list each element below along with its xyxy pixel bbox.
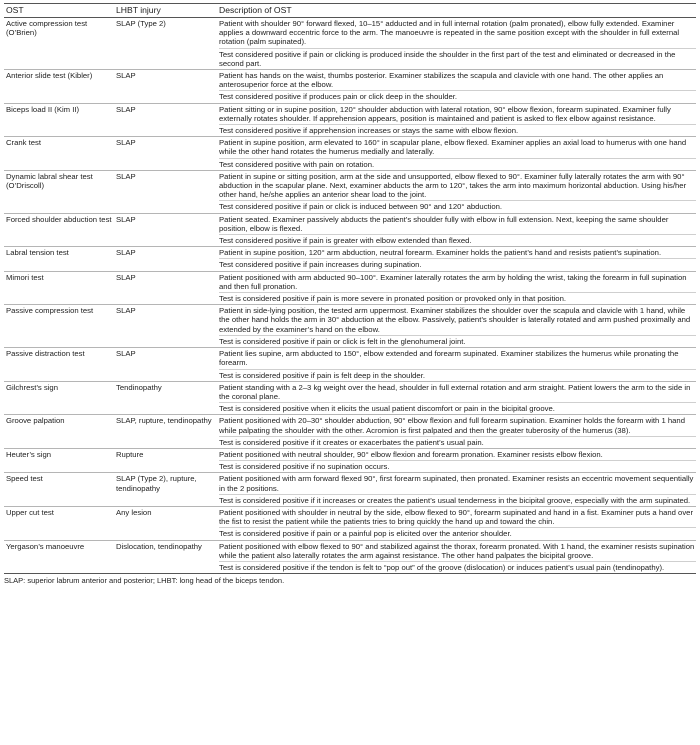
ost-description <box>219 137 696 170</box>
footnote: SLAP: superior labrum anterior and posterior; LHBT: long head of the biceps tendon. <box>4 576 285 586</box>
ost-description <box>219 171 696 213</box>
ost-description <box>219 247 696 270</box>
ost-description <box>219 541 696 574</box>
ost-name: Active compression test (O’Brien) <box>6 19 88 38</box>
ost-description <box>219 449 696 472</box>
procedure-text: Patient lies supine, arm abducted to 150°, elbow extended and forearm supinated. Examiner stabilizes the humerus while pronating the forearm. <box>219 349 679 368</box>
procedure-text: Patient in side-lying position, the tested arm uppermost. Examiner stabilizes the shoulder over the scapula and clavicle with 1 hand, while the other hand holds the arm in 30° abduction at the elbow. Passively, patient’s shoulder is laterally rotated and arm pushed proximally and extended by the examiner’s hand on the elbow. <box>219 306 691 334</box>
ost-name: Passive distraction test <box>6 349 85 359</box>
ost-name: Passive compression test <box>6 306 94 316</box>
ost-description <box>219 507 696 540</box>
ost-description <box>219 305 696 347</box>
positive-criterion-text: Test is considered positive if no supination occurs. <box>219 460 696 472</box>
lhbt-injury: SLAP <box>116 71 136 81</box>
lhbt-injury: SLAP <box>116 214 136 224</box>
table-header <box>4 3 696 18</box>
ost-name: Mimori test <box>6 272 44 282</box>
ost-description <box>219 104 696 137</box>
lhbt-injury: Rupture <box>116 449 144 459</box>
ost-name: Groove palpation <box>6 416 65 426</box>
positive-criterion-text: Test considered positive with pain on rotation. <box>219 158 696 170</box>
header-description: Description of OST <box>219 5 292 15</box>
ost-description <box>219 214 696 247</box>
positive-criterion-text: Test considered positive if apprehension increases or stays the same with elbow flexion. <box>219 124 696 136</box>
table-row <box>4 136 696 170</box>
ost-name: Yergason’s manoeuvre <box>6 541 85 551</box>
procedure-text: Patient seated. Examiner passively abducts the patient’s shoulder fully with elbow in full extension. Next, keeping the same shoulder position, elbow is flexed. <box>219 214 669 233</box>
table-row <box>4 246 696 270</box>
table-row <box>4 18 696 69</box>
table-row <box>4 540 696 574</box>
procedure-text: Patient in supine or sitting position, arm at the side and unsupported, elbow flexed to 90°. Examiner fully laterally rotates the arm with 90° abduction in the scapular plane. Next, examiner abducts the arm to 120°, takes the arm into maximum horizontal abduction. Using his/her other hand, he/she applies an anterior shear load to the joint. <box>219 171 687 200</box>
table-row <box>4 170 696 213</box>
procedure-text: Patient with shoulder 90° forward flexed, 10–15° adducted and in full internal rotation (palm pronated), elbow fully extended. Examiner applies a downward eccentric force to the arm. The manoeuvre is repeated in the same position except with the shoulder in full external rotation (palm supinated). <box>219 19 680 47</box>
lhbt-injury: SLAP, rupture, tendinopathy <box>116 416 212 426</box>
lhbt-injury: SLAP <box>116 349 136 359</box>
header-ost: OST <box>6 5 24 15</box>
procedure-text: Patient has hands on the waist, thumbs posterior. Examiner stabilizes the scapula and clavicle with one hand. The other applies an anterosuperior force at the elbow. <box>219 71 664 90</box>
procedure-text: Patient positioned with arm forward flexed 90°, first forearm supinated, then pronated. Examiner resists an eccentric movement sequentially in the 2 positions. <box>219 474 694 493</box>
ost-table <box>4 3 696 586</box>
ost-description <box>219 415 696 448</box>
table-row <box>4 448 696 472</box>
ost-name: Heuter’s sign <box>6 449 52 459</box>
table-row <box>4 304 696 347</box>
table-bottom-rule <box>4 573 696 574</box>
procedure-text: Patient standing with a 2–3 kg weight over the head, shoulder in full external rotation and arm straight. Patient lowers the arm to the side in the coronal plane. <box>219 382 691 401</box>
procedure-text: Patient in supine position, 120° arm abduction, neutral forearm. Examiner holds the patient’s hand and resists patient’s supination. <box>219 248 662 258</box>
header-lhbt-injury: LHBT injury <box>116 5 161 15</box>
positive-criterion-text: Test is considered positive if pain or click is felt in the glenohumeral joint. <box>219 335 696 347</box>
table-row <box>4 271 696 305</box>
ost-name: Biceps load II (Kim II) <box>6 104 80 114</box>
ost-description <box>219 348 696 381</box>
lhbt-injury: SLAP (Type 2), rupture, tendinopathy <box>116 474 197 493</box>
table-row <box>4 472 696 506</box>
positive-criterion-text: Test considered positive if pain is greater with elbow extended than flexed. <box>219 234 696 246</box>
table-row <box>4 414 696 448</box>
ost-description <box>219 18 696 69</box>
procedure-text: Patient positioned with 20–30° shoulder abduction, 90° elbow flexion and full forearm supination. Examiner holds the forearm with 1 hand while palpating the shoulder with the other. Acromion is first palpated and then the greater tuberosity of the humerus (38). <box>219 416 685 435</box>
procedure-text: Patient positioned with shoulder in neutral by the side, elbow flexed to 90°, forearm supinated and hand in a fist. Examiner puts a hand over the fist to resist the patient while the patients tries to bring quickly the hand up and toward the chin. <box>219 507 694 527</box>
procedure-text: Patient positioned with neutral shoulder, 90° elbow flexion and forearm pronation. Examiner resists elbow flexion. <box>219 449 603 459</box>
ost-name: Dynamic labral shear test (O’Driscoll) <box>6 171 93 191</box>
lhbt-injury: Tendinopathy <box>116 382 162 392</box>
positive-criterion-text: Test is considered positive if the tendon is felt to “pop out” of the groove (dislocation) or induces patient’s usual pain (tendinopathy). <box>219 561 696 573</box>
table-row <box>4 103 696 137</box>
procedure-text: Patient sitting or in supine position, 120° shoulder abduction with lateral rotation, 90° elbow flexion, forearm supinated. Examiner fully externally rotates shoulder. If apprehension appears, position is maintained and patient is asked to flex elbow against resistance. <box>219 104 671 123</box>
table-row <box>4 347 696 381</box>
positive-criterion-text: Test is considered positive if pain is more severe in pronated position or provoked only in that position. <box>219 292 696 304</box>
table-row <box>4 506 696 540</box>
lhbt-injury: SLAP <box>116 138 136 148</box>
positive-criterion-text: Test is considered positive if it creates or exacerbates the patient’s usual pain. <box>219 436 696 448</box>
procedure-text: Patient positioned with arm abducted 90–100°. Examiner laterally rotates the arm by holding the wrist, taking the forearm in full supination and then full pronation. <box>219 272 687 291</box>
lhbt-injury: SLAP <box>116 171 136 181</box>
table-body <box>4 18 696 573</box>
ost-name: Crank test <box>6 138 42 148</box>
ost-name: Gilchrest’s sign <box>6 382 58 392</box>
ost-description <box>219 382 696 415</box>
positive-criterion-text: Test considered positive if produces pain or click deep in the shoulder. <box>219 90 696 102</box>
procedure-text: Patient positioned with elbow flexed to 90° and stabilized against the thorax, forearm pronated. With 1 hand, the examiner resists supination while the patient also laterally rotates the arm against resistance. The other hand palpates the bicipital groove. <box>219 541 695 560</box>
lhbt-injury: SLAP <box>116 272 136 282</box>
lhbt-injury: SLAP <box>116 248 136 258</box>
lhbt-injury: SLAP <box>116 104 136 114</box>
lhbt-injury: SLAP (Type 2) <box>116 19 166 28</box>
ost-description <box>219 473 696 506</box>
ost-name: Upper cut test <box>6 507 54 517</box>
procedure-text: Patient in supine position, arm elevated to 160° in scapular plane, elbow flexed. Examiner applies an axial load to humerus with one hand while the other hand rotates the humerus medially and laterally. <box>219 138 687 157</box>
positive-criterion-text: Test is considered positive if it increases or creates the patient’s usual tenderness in the bicipital groove, especially with the arm supinated. <box>219 494 696 506</box>
ost-name: Speed test <box>6 474 43 484</box>
positive-criterion-text: Test considered positive if pain or clicking is produced inside the shoulder in the first part of the test and eliminated or decreased in the second part. <box>219 48 696 69</box>
positive-criterion-text: Test is considered positive when it elicits the usual patient discomfort or pain in the bicipital groove. <box>219 402 696 414</box>
ost-description <box>219 272 696 305</box>
ost-name: Forced shoulder abduction test <box>6 214 112 224</box>
lhbt-injury: Any lesion <box>116 507 152 517</box>
table-row <box>4 381 696 415</box>
positive-criterion-text: Test is considered positive if pain or a painful pop is elicited over the anterior shoulder. <box>219 527 696 539</box>
table-row <box>4 69 696 103</box>
positive-criterion-text: Test considered positive if pain increases during supination. <box>219 258 696 270</box>
ost-name: Labral tension test <box>6 248 69 258</box>
lhbt-injury: Dislocation, tendinopathy <box>116 541 202 551</box>
positive-criterion-text: Test is considered positive if pain is felt deep in the shoulder. <box>219 369 696 381</box>
positive-criterion-text: Test considered positive if pain or click is induced between 90° and 120° abduction. <box>219 200 696 212</box>
lhbt-injury: SLAP <box>116 306 136 316</box>
ost-name: Anterior slide test (Kibler) <box>6 71 93 81</box>
ost-description <box>219 70 696 103</box>
table-row <box>4 213 696 247</box>
